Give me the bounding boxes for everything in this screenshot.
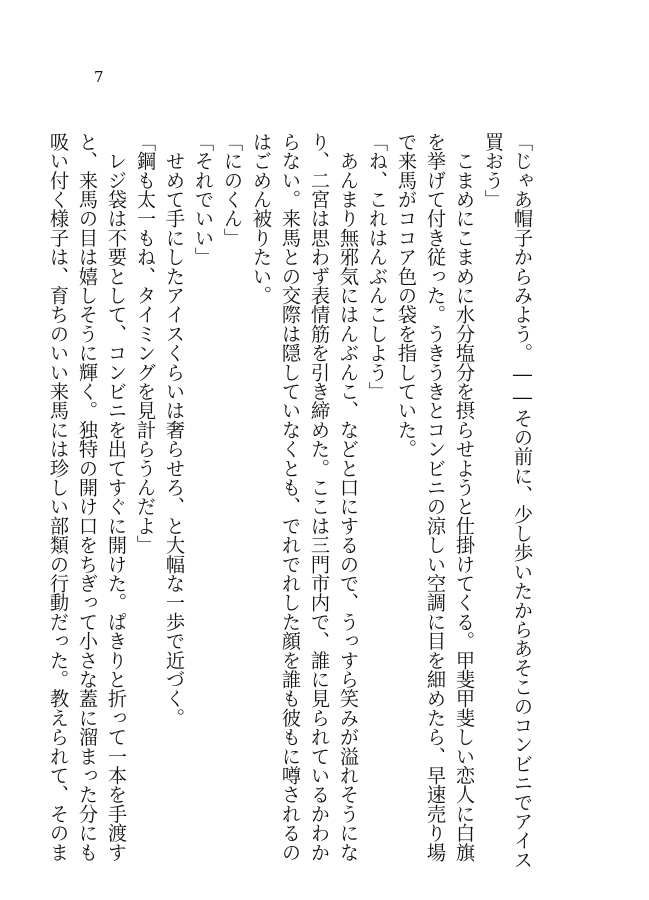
text-line: 買おう」	[482, 132, 505, 209]
text-line: レジ袋は不要として、コンビニを出てすぐに開けた。ぱきりと折って一本を手渡す	[105, 132, 128, 862]
text-line: 吸い付く様子は、育ちのいい来馬には珍しい部類の行動だった。教えられて、そのま	[47, 132, 70, 862]
text-line: せめて手にしたアイスくらいは奢らせろ、と大幅な一歩で近づく。	[163, 132, 186, 728]
text-line: あんまり無邪気にはんぶんこ、などと口にするので、うっすら笑みが溢れそうにな	[337, 132, 360, 862]
text-line: 「にのくん」	[221, 132, 244, 248]
text-line: 「ね、これはんぶんこしよう」	[366, 132, 389, 401]
text-line: こまめにこまめに水分塩分を摂らせようと仕掛けてくる。甲斐甲斐しい恋人に白旗	[453, 132, 476, 862]
text-line: と、来馬の目は嬉しそうに輝く。独特の開け口をちぎって小さな蓋に溜まった分にも	[76, 132, 99, 862]
page-number: 7	[94, 68, 104, 86]
text-line: で来馬がココア色の袋を指していた。	[395, 132, 418, 459]
text-line: はごめん被りたい。	[250, 132, 273, 305]
text-line: らない。来馬との交際は隠していなくとも、でれでれした顔を誰も彼もに噂されるの	[279, 132, 302, 862]
text-line: 「それでいい」	[192, 132, 215, 267]
text-line: り、二宮は思わず表情筋を引き締めた。ここは三門市内で、誰に見られているかわか	[308, 132, 331, 862]
text-line: 「鋼も太一もね、タイミングを見計らうんだよ」	[134, 132, 157, 555]
text-line: を挙げて付き従った。うきうきとコンビニの涼しい空調に目を細めたら、早速売り場	[424, 132, 447, 862]
text-line: 「じゃあ帽子からみよう。――その前に、少し歩いたからあそこのコンビニでアイス	[511, 132, 534, 870]
